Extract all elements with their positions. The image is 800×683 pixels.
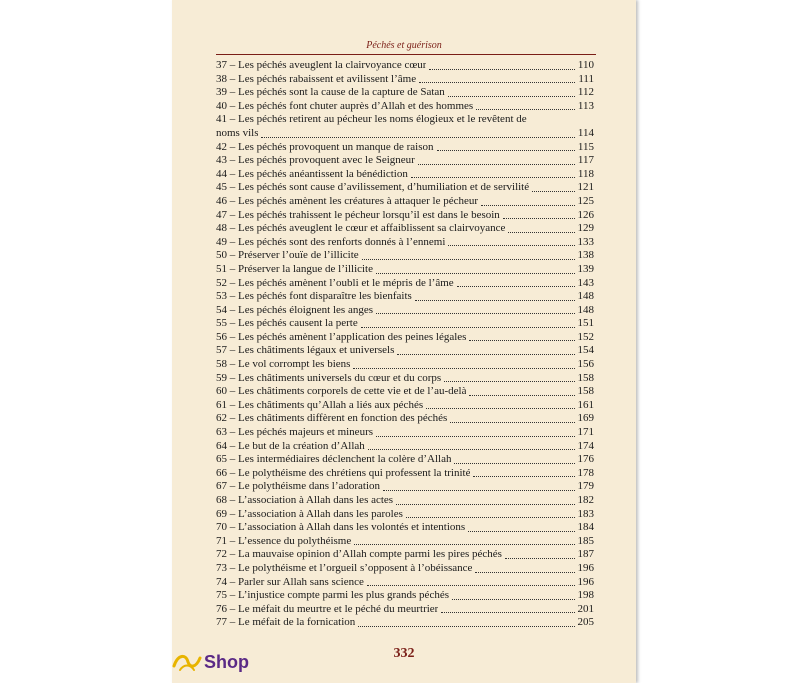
toc-entry: [216, 372, 594, 386]
table-of-contents: [216, 59, 594, 630]
toc-entry-title: 69 – L’association à Allah dans les paroles: [216, 507, 403, 520]
toc-entry-title: 56 – Les péchés amènent l’application des peines légales: [216, 330, 467, 343]
toc-entry: [216, 304, 594, 318]
dot-leader: [473, 476, 574, 477]
toc-entry-page: 112: [577, 86, 594, 99]
toc-entry: [216, 576, 594, 590]
dot-leader: [353, 368, 574, 369]
toc-entry-title: 65 – Les intermédiaires déclenchent la colère d’Allah: [216, 453, 452, 466]
toc-entry-title: 59 – Les châtiments universels du cœur et du corps: [216, 371, 442, 384]
toc-entry-title: 72 – La mauvaise opinion d’Allah compte parmi les pires péchés: [216, 548, 502, 561]
dot-leader: [469, 395, 574, 396]
toc-entry-title: 61 – Les châtiments qu’Allah a liés aux péchés: [216, 398, 424, 411]
toc-entry-page: 169: [577, 412, 594, 425]
toc-entry-title: 48 – Les péchés aveuglent le cœur et affaiblissent sa clairvoyance: [216, 222, 506, 235]
toc-entry-page: 118: [577, 167, 594, 180]
toc-entry: [216, 59, 594, 73]
toc-entry-title: 77 – Le méfait de la fornication: [216, 616, 356, 629]
header-rule: [216, 54, 596, 55]
toc-entry-page: 148: [577, 290, 594, 303]
toc-entry-title: 44 – Les péchés anéantissent la bénédiction: [216, 167, 408, 180]
toc-entry-page: 205: [577, 616, 594, 629]
toc-entry-page: 133: [577, 235, 594, 248]
toc-entry: [216, 195, 594, 209]
toc-entry-title: noms vils: [216, 126, 259, 139]
toc-entry-page: 174: [577, 439, 594, 452]
toc-entry-title: 39 – Les péchés sont la cause de la capture de Satan: [216, 86, 445, 99]
dot-leader: [367, 585, 575, 586]
dot-leader: [457, 286, 575, 287]
toc-entry: [216, 249, 594, 263]
toc-entry-title: 43 – Les péchés provoquent avec le Seigneur: [216, 154, 415, 167]
page-number: 332: [393, 646, 415, 661]
toc-entry-title: 73 – Le polythéisme et l’orgueil s’opposent à l’obéissance: [216, 561, 473, 574]
toc-entry-page: 111: [578, 72, 594, 85]
toc-entry-page: 182: [577, 494, 594, 506]
toc-entry-page: 158: [577, 385, 594, 398]
dot-leader: [429, 69, 574, 70]
toc-entry-page: 176: [577, 453, 594, 466]
toc-entry-page: 156: [577, 358, 594, 371]
toc-entry-title: 76 – Le méfait du meurtre et le péché du meurtrier: [216, 602, 439, 615]
toc-entry-page: 201: [577, 602, 594, 615]
toc-entry-title: 57 – Les châtiments légaux et universels: [216, 344, 395, 357]
toc-entry: [216, 412, 594, 426]
dot-leader: [444, 381, 574, 382]
dot-leader: [481, 205, 574, 206]
logo-text: Shop: [204, 652, 249, 672]
toc-entry-title: 50 – Préserver l’ouïe de l’illicite: [216, 249, 359, 262]
dot-leader: [448, 245, 574, 246]
dot-leader: [362, 259, 575, 260]
toc-entry-page: 138: [577, 249, 594, 262]
toc-entry-title: 67 – Le polythéisme dans l’adoration: [216, 480, 381, 493]
dot-leader: [361, 327, 575, 328]
toc-entry-title: 37 – Les péchés aveuglent la clairvoyance cœur: [216, 59, 427, 71]
dot-leader: [354, 544, 574, 545]
toc-entry-title: 63 – Les péchés majeurs et mineurs: [216, 426, 374, 439]
toc-entry-page: 143: [577, 276, 594, 289]
dot-leader: [448, 96, 575, 97]
swirl-logo-icon: [172, 650, 206, 674]
toc-entry: [216, 154, 594, 168]
dot-leader: [426, 408, 574, 409]
dot-leader: [415, 300, 575, 301]
toc-entry: [216, 236, 594, 250]
toc-entry-title: 70 – L’association à Allah dans les volontés et intentions: [216, 521, 466, 534]
running-header: Péchés et guérison: [366, 40, 442, 51]
toc-entry-title: 47 – Les péchés trahissent le pécheur lorsqu’il est dans le besoin: [216, 208, 500, 221]
toc-entry: [216, 535, 594, 549]
toc-entry-page: 198: [577, 589, 594, 602]
dot-leader: [383, 490, 574, 491]
dot-leader: [419, 82, 575, 83]
toc-entry: [216, 508, 594, 522]
dot-leader: [441, 612, 574, 613]
toc-entry: [216, 589, 594, 603]
dot-leader: [406, 517, 575, 518]
toc-entry-title: 49 – Les péchés sont des renforts donnés à l’ennemi: [216, 235, 446, 248]
toc-entry-title: 64 – Le but de la création d’Allah: [216, 439, 365, 452]
dot-leader: [437, 150, 575, 151]
toc-entry: [216, 86, 594, 100]
toc-entry-title: 41 – Les péchés retirent au pécheur les noms élogieux et le revêtent de: [216, 113, 527, 126]
toc-entry-page: 113: [577, 99, 594, 112]
toc-entry-page: 154: [577, 344, 594, 357]
dot-leader: [532, 191, 574, 192]
toc-entry-page: 148: [577, 303, 594, 316]
dot-leader: [450, 422, 574, 423]
dot-leader: [454, 463, 574, 464]
toc-entry: [216, 141, 594, 155]
toc-entry: [216, 73, 594, 87]
toc-entry: [216, 603, 594, 617]
toc-entry: [216, 290, 594, 304]
toc-entry-title: 52 – Les péchés amènent l’oubli et le mépris de l’âme: [216, 276, 454, 289]
toc-entry-page: 196: [577, 575, 594, 588]
toc-entry-title: 62 – Les châtiments diffèrent en fonction des péchés: [216, 412, 448, 425]
dot-leader: [368, 449, 575, 450]
dot-leader: [468, 531, 574, 532]
toc-entry-title: 53 – Les péchés font disparaître les bienfaits: [216, 290, 412, 303]
toc-entry-page: 183: [577, 507, 594, 520]
toc-entry: [216, 317, 594, 331]
toc-entry-title: 60 – Les châtiments corporels de cette vie et de l’au-delà: [216, 385, 467, 398]
toc-entry-title: 42 – Les péchés provoquent un manque de raison: [216, 140, 434, 153]
toc-entry-page: 152: [577, 330, 594, 343]
toc-entry-title: 46 – Les péchés amènent les créatures à attaquer le pécheur: [216, 194, 479, 207]
dot-leader: [418, 164, 575, 165]
toc-entry: [216, 277, 594, 291]
toc-entry-title: 54 – Les péchés éloignent les anges: [216, 303, 374, 316]
toc-entry-page: 151: [577, 317, 594, 330]
dot-leader: [376, 436, 574, 437]
toc-entry-title: 38 – Les péchés rabaissent et avilissent l’âme: [216, 72, 417, 85]
toc-entry: [216, 358, 594, 372]
toc-entry-page: 161: [577, 398, 594, 411]
toc-entry-page: 110: [577, 59, 594, 71]
dot-leader: [475, 572, 574, 573]
toc-entry-page: 121: [577, 181, 594, 194]
toc-entry-page: 185: [577, 534, 594, 547]
toc-entry-page: 139: [577, 262, 594, 275]
toc-entry: [216, 480, 594, 494]
toc-entry: [216, 562, 594, 576]
toc-entry-title: 55 – Les péchés causent la perte: [216, 317, 358, 330]
toc-entry-title: 40 – Les péchés font chuter auprès d’Allah et des hommes: [216, 99, 474, 112]
toc-entry: [216, 263, 594, 277]
toc-entry: [216, 113, 594, 140]
dot-leader: [411, 177, 575, 178]
toc-entry-title: 66 – Le polythéisme des chrétiens qui professent la trinité: [216, 466, 471, 479]
toc-entry: [216, 100, 594, 114]
toc-entry: [216, 426, 594, 440]
toc-entry: [216, 209, 594, 223]
toc-entry-page: 117: [577, 154, 594, 167]
dot-leader: [376, 313, 574, 314]
toc-entry-page: 125: [577, 194, 594, 207]
dot-leader: [452, 599, 575, 600]
dot-leader: [261, 137, 574, 138]
dot-leader: [397, 354, 574, 355]
toc-entry: [216, 222, 594, 236]
toc-entry-page: 114: [577, 126, 594, 139]
dot-leader: [376, 273, 575, 274]
toc-entry: [216, 616, 594, 630]
toc-entry-title: 51 – Préserver la langue de l’illicite: [216, 262, 373, 275]
toc-entry-page: 179: [577, 480, 594, 493]
toc-entry-title: 74 – Parler sur Allah sans science: [216, 575, 364, 588]
toc-entry-page: 184: [577, 521, 594, 534]
toc-entry: [216, 440, 594, 454]
dot-leader: [503, 218, 575, 219]
toc-entry: [216, 467, 594, 481]
toc-entry: [216, 181, 594, 195]
toc-entry: [216, 168, 594, 182]
toc-entry-title: 68 – L’association à Allah dans les actes: [216, 494, 394, 506]
toc-entry-page: 187: [577, 548, 594, 561]
dot-leader: [476, 109, 575, 110]
toc-entry-title: 71 – L’essence du polythéisme: [216, 534, 352, 547]
toc-entry: [216, 385, 594, 399]
toc-entry: [216, 344, 594, 358]
toc-entry-page: 171: [577, 426, 594, 439]
toc-entry-page: 129: [577, 222, 594, 235]
dot-leader: [508, 232, 574, 233]
toc-entry-title: 45 – Les péchés sont cause d’avilissement, d’humiliation et de servilité: [216, 181, 530, 194]
toc-entry: [216, 521, 594, 535]
toc-entry: [216, 494, 594, 508]
dot-leader: [358, 626, 574, 627]
book-page: [172, 0, 636, 683]
toc-entry-page: 178: [577, 466, 594, 479]
toc-entry-page: 115: [577, 140, 594, 153]
toc-entry-title: 75 – L’injustice compte parmi les plus grands péchés: [216, 589, 449, 602]
dot-leader: [396, 504, 574, 505]
toc-entry: [216, 399, 594, 413]
dot-leader: [505, 558, 575, 559]
toc-entry-page: 126: [577, 208, 594, 221]
toc-entry: [216, 453, 594, 467]
toc-entry: [216, 331, 594, 345]
toc-entry-page: 158: [577, 371, 594, 384]
toc-entry-title: 58 – Le vol corrompt les biens: [216, 358, 351, 371]
dot-leader: [469, 340, 574, 341]
toc-entry-page: 196: [577, 561, 594, 574]
shop-logo: [172, 648, 267, 678]
toc-entry: [216, 548, 594, 562]
